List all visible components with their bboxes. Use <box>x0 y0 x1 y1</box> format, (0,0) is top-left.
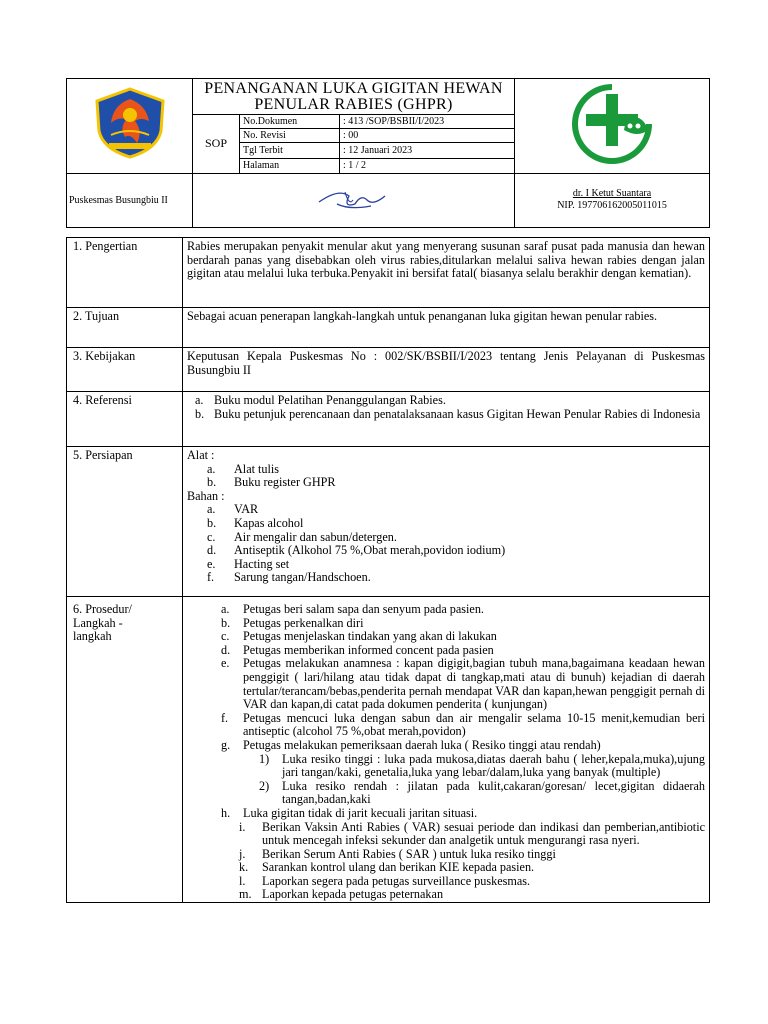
prosedur-label-3: langkah <box>73 629 112 644</box>
section-text: Sebagai acuan penerapan langkah-langkah untuk penanganan luka gigitan hewan penular rabies. <box>183 308 710 348</box>
list-text: Petugas menjelaskan tindakan yang akan di lakukan <box>243 629 497 644</box>
signer-nip: NIP. 197706162005011015 <box>557 200 667 212</box>
list-item <box>187 558 705 572</box>
list-marker: b. <box>207 515 217 530</box>
list-text: Hacting set <box>234 556 290 571</box>
list-item <box>187 617 705 631</box>
prosedur-sublist-h <box>187 821 705 903</box>
list-item <box>187 807 705 821</box>
list-text: Berikan Vaksin Anti Rabies ( VAR) sesuai periode dan indikasi dan pemberian,antibiotic untuk mencegah infeksi sekunder dan analgetik untuk mengurangi rasa nyeri. <box>262 819 705 848</box>
list-text: Petugas beri salam sapa dan senyum pada pasien. <box>243 602 484 616</box>
section-prosedur <box>67 597 710 903</box>
section-label: 2. Tujuan <box>67 308 183 348</box>
institution-name: Puskesmas Busungbiu II <box>67 173 193 227</box>
list-marker: e. <box>207 556 216 571</box>
list-text: Petugas mencuci luka dengan sabun dan air mengalir selama 10-15 menit,kemudian beri antiseptic (alcohol 75 %,obat merah,povidon) <box>243 710 705 739</box>
list-item <box>187 657 705 711</box>
section-text: Rabies merupakan penyakit menular akut yang menyerang susunan saraf pusat pada manusia dan hewan berdarah panas yang disebabkan oleh virus rabies,ditularkan melalui saliva hewan rabies dengan jalan gigitan atau melalui luka terbuka.Penyakit ini bersifat fatal( biasanya selalu berakhir dengan kematian). <box>183 238 710 308</box>
bahan-label: Bahan : <box>187 488 225 503</box>
list-marker: e. <box>221 656 230 671</box>
left-logo-cell <box>67 79 193 174</box>
list-item <box>187 463 705 477</box>
meta-value-halaman: : 1 / 2 <box>340 158 515 173</box>
list-marker: d. <box>221 642 231 657</box>
section-pengertian <box>67 238 710 308</box>
list-text: Laporkan segera pada petugas surveillance puskesmas. <box>262 873 531 888</box>
list-text: Kapas alcohol <box>234 515 304 530</box>
section-content <box>183 392 710 447</box>
list-marker: 2) <box>259 778 270 793</box>
sop-label: SOP <box>193 115 240 173</box>
meta-label-revisi: No. Revisi <box>240 129 340 143</box>
section-label <box>67 597 183 903</box>
document-title <box>193 79 515 115</box>
list-item <box>187 888 705 902</box>
list-item <box>187 821 705 848</box>
meta-value-revisi: : 00 <box>340 129 515 143</box>
list-marker: f. <box>221 710 229 725</box>
list-marker: k. <box>239 860 249 875</box>
section-referensi <box>67 392 710 447</box>
list-item <box>187 531 705 545</box>
list-item <box>187 394 705 408</box>
meta-value-terbit: : 12 Januari 2023 <box>340 143 515 158</box>
list-marker: c. <box>221 629 230 644</box>
list-text: Petugas melakukan anamnesa : kapan digigit,bagian tubuh mana,bagaimana keadaan hewan penggigit ( lari/hilang atau tidak dapat di tangkap,mati atau di bunuh) kejadian di daerah tertular/terancam/bebas,penderita pernah mendapat VAR dan kapan,hewan penggigit pernah di VAR dan kapan,di catat pada dokumen penderita ( kunjungan) <box>243 656 705 712</box>
list-text: Luka resiko rendah : jilatan pada kulit,cakaran/goresan/ lecet,gigitan didaerah tangan,badan,kaki <box>282 778 705 807</box>
list-marker: a. <box>207 502 216 517</box>
regency-emblem-icon <box>91 87 169 159</box>
list-marker: a. <box>221 602 230 616</box>
section-text: Keputusan Kepala Puskesmas No : 002/SK/BSBII/I/2023 tentang Jenis Pelayanan di Puskesmas Busungbiu II <box>183 348 710 392</box>
list-text: Buku register GHPR <box>234 475 336 490</box>
list-text: VAR <box>234 502 259 517</box>
list-item <box>187 603 705 617</box>
referensi-list <box>187 394 705 421</box>
prosedur-label-2: Langkah - <box>73 615 123 630</box>
list-marker: 1) <box>259 751 270 766</box>
list-item <box>187 861 705 875</box>
list-item <box>187 712 705 739</box>
sop-content-table <box>66 237 710 903</box>
document-header <box>66 78 710 228</box>
bahan-list <box>187 503 705 585</box>
list-text: Laporkan kepada petugas peternakan <box>262 887 444 902</box>
prosedur-list-h <box>187 807 705 821</box>
list-item <box>187 517 705 531</box>
prosedur-label-1: 6. Prosedur/ <box>73 602 132 616</box>
list-marker: a. <box>207 461 216 476</box>
list-text: Berikan Serum Anti Rabies ( SAR ) untuk luka resiko tinggi <box>262 846 556 861</box>
list-item <box>187 630 705 644</box>
section-content <box>183 597 710 903</box>
list-item <box>187 848 705 862</box>
title-line-1: PENANGANAN LUKA GIGITAN HEWAN <box>204 79 503 97</box>
section-label: 4. Referensi <box>67 392 183 447</box>
alat-list <box>187 463 705 490</box>
list-text: Luka resiko tinggi : luka pada mukosa,diatas daerah bahu ( leher,kepala,muka),ujung jari tangan/kaki, genetalia,luka yang lebar/dalam,luka yang banyak (multiple) <box>282 751 705 780</box>
list-item <box>187 503 705 517</box>
list-item <box>187 739 705 753</box>
right-logo-cell <box>515 79 710 174</box>
meta-label-terbit: Tgl Terbit <box>240 143 340 158</box>
list-marker: a. <box>195 393 204 407</box>
signature-icon <box>309 182 399 214</box>
list-text: Buku petunjuk perencanaan dan penatalaksanaan kasus Gigitan Hewan Penular Rabies di Indonesia <box>214 406 701 421</box>
list-item <box>187 544 705 558</box>
signer-name: dr. I Ketut Suantara <box>572 188 652 200</box>
section-kebijakan <box>67 348 710 392</box>
meta-value-dokumen: : 413 /SOP/BSBII/I/2023 <box>340 115 515 129</box>
list-text: Sarung tangan/Handschoen. <box>234 570 371 585</box>
signer-block <box>515 173 710 227</box>
section-label: 5. Persiapan <box>67 447 183 597</box>
puskesmas-logo-icon <box>568 80 656 166</box>
list-marker: j. <box>239 846 246 861</box>
list-marker: c. <box>207 529 216 544</box>
list-marker: b. <box>195 406 205 421</box>
meta-label-halaman: Halaman <box>240 158 340 173</box>
list-marker: g. <box>221 737 231 752</box>
list-text: Petugas perkenalkan diri <box>243 615 364 630</box>
section-label: 1. Pengertian <box>67 238 183 308</box>
section-label: 3. Kebijakan <box>67 348 183 392</box>
signature-cell <box>193 173 515 227</box>
list-marker: h. <box>221 805 231 820</box>
prosedur-list <box>187 603 705 753</box>
risk-sublist <box>187 753 705 807</box>
list-item <box>187 571 705 585</box>
alat-label: Alat : <box>187 448 215 462</box>
list-item <box>187 476 705 490</box>
list-text: Antiseptik (Alkohol 75 %,Obat merah,povidon iodium) <box>234 543 506 558</box>
list-item <box>187 753 705 780</box>
title-line-2: PENULAR RABIES (GHPR) <box>254 95 453 113</box>
section-tujuan <box>67 308 710 348</box>
list-item <box>187 644 705 658</box>
meta-label-dokumen: No.Dokumen <box>240 115 340 129</box>
list-marker: b. <box>221 615 231 630</box>
list-marker: i. <box>239 819 246 834</box>
list-text: Buku modul Pelatihan Penanggulangan Rabies. <box>214 393 446 407</box>
list-marker: f. <box>207 570 215 585</box>
list-text: Air mengalir dan sabun/detergen. <box>234 529 397 544</box>
list-item <box>187 408 705 422</box>
list-marker: b. <box>207 475 217 490</box>
section-content <box>183 447 710 597</box>
list-item <box>187 875 705 889</box>
list-text: Petugas memberikan informed concent pada pasien <box>243 642 494 657</box>
list-text: Sarankan kontrol ulang dan berikan KIE kepada pasien. <box>262 860 535 875</box>
list-marker: l. <box>239 873 246 888</box>
list-item <box>187 780 705 807</box>
list-marker: d. <box>207 543 217 558</box>
list-text: Petugas melakukan pemeriksaan daerah luka ( Resiko tinggi atau rendah) <box>243 737 601 752</box>
list-text: Alat tulis <box>234 461 280 476</box>
list-marker: m. <box>239 887 252 902</box>
list-text: Luka gigitan tidak di jarit kecuali jaritan situasi. <box>243 805 478 820</box>
section-persiapan <box>67 447 710 597</box>
